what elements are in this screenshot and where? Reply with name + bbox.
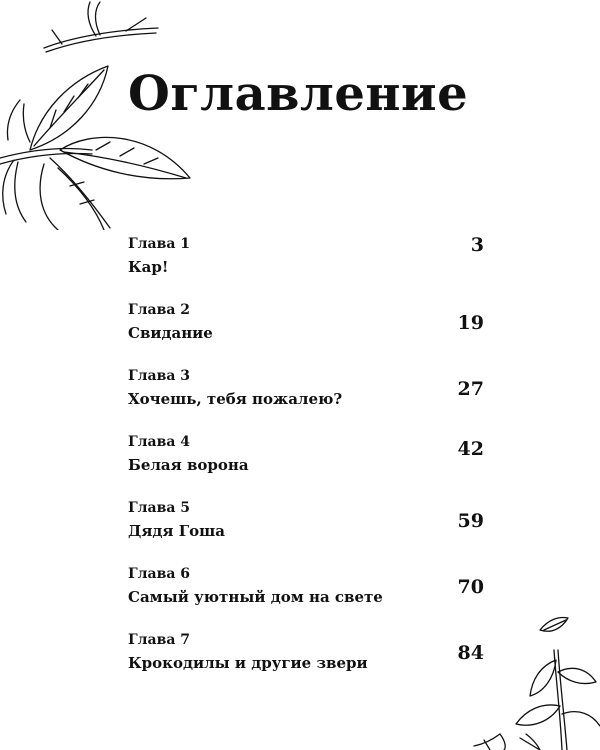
toc-entry-3[interactable]	[128, 362, 484, 428]
page-title: Оглавление	[128, 66, 469, 122]
chapter-title: Хочешь, тебя пожалею?	[128, 390, 343, 408]
chapter-title: Крокодилы и другие звери	[128, 654, 368, 672]
toc-entry-6[interactable]	[128, 560, 484, 626]
chapter-label: Глава 2	[128, 302, 191, 318]
chapter-label: Глава 4	[128, 434, 191, 450]
toc-entry-5[interactable]	[128, 494, 484, 560]
table-of-contents	[128, 230, 484, 692]
page-number: 27	[457, 378, 484, 400]
chapter-label: Глава 5	[128, 500, 191, 516]
page-number: 3	[470, 234, 484, 256]
leaf-branch-bottom-right-icon	[470, 610, 600, 750]
toc-entry-7[interactable]	[128, 626, 484, 692]
page-number: 70	[457, 576, 484, 598]
chapter-title: Свидание	[128, 324, 213, 342]
page-number: 59	[457, 510, 484, 532]
page-number: 42	[457, 438, 484, 460]
chapter-label: Глава 3	[128, 368, 191, 384]
toc-entry-2[interactable]	[128, 296, 484, 362]
chapter-label: Глава 7	[128, 632, 191, 648]
chapter-label: Глава 6	[128, 566, 191, 582]
toc-entry-1[interactable]	[128, 230, 484, 296]
toc-entry-4[interactable]	[128, 428, 484, 494]
chapter-title: Самый уютный дом на свете	[128, 588, 383, 606]
chapter-title: Белая ворона	[128, 456, 249, 474]
page-number: 84	[457, 642, 484, 664]
chapter-title: Дядя Гоша	[128, 522, 225, 540]
chapter-title: Кар!	[128, 258, 169, 276]
page-number: 19	[457, 312, 484, 334]
chapter-label: Глава 1	[128, 236, 191, 252]
